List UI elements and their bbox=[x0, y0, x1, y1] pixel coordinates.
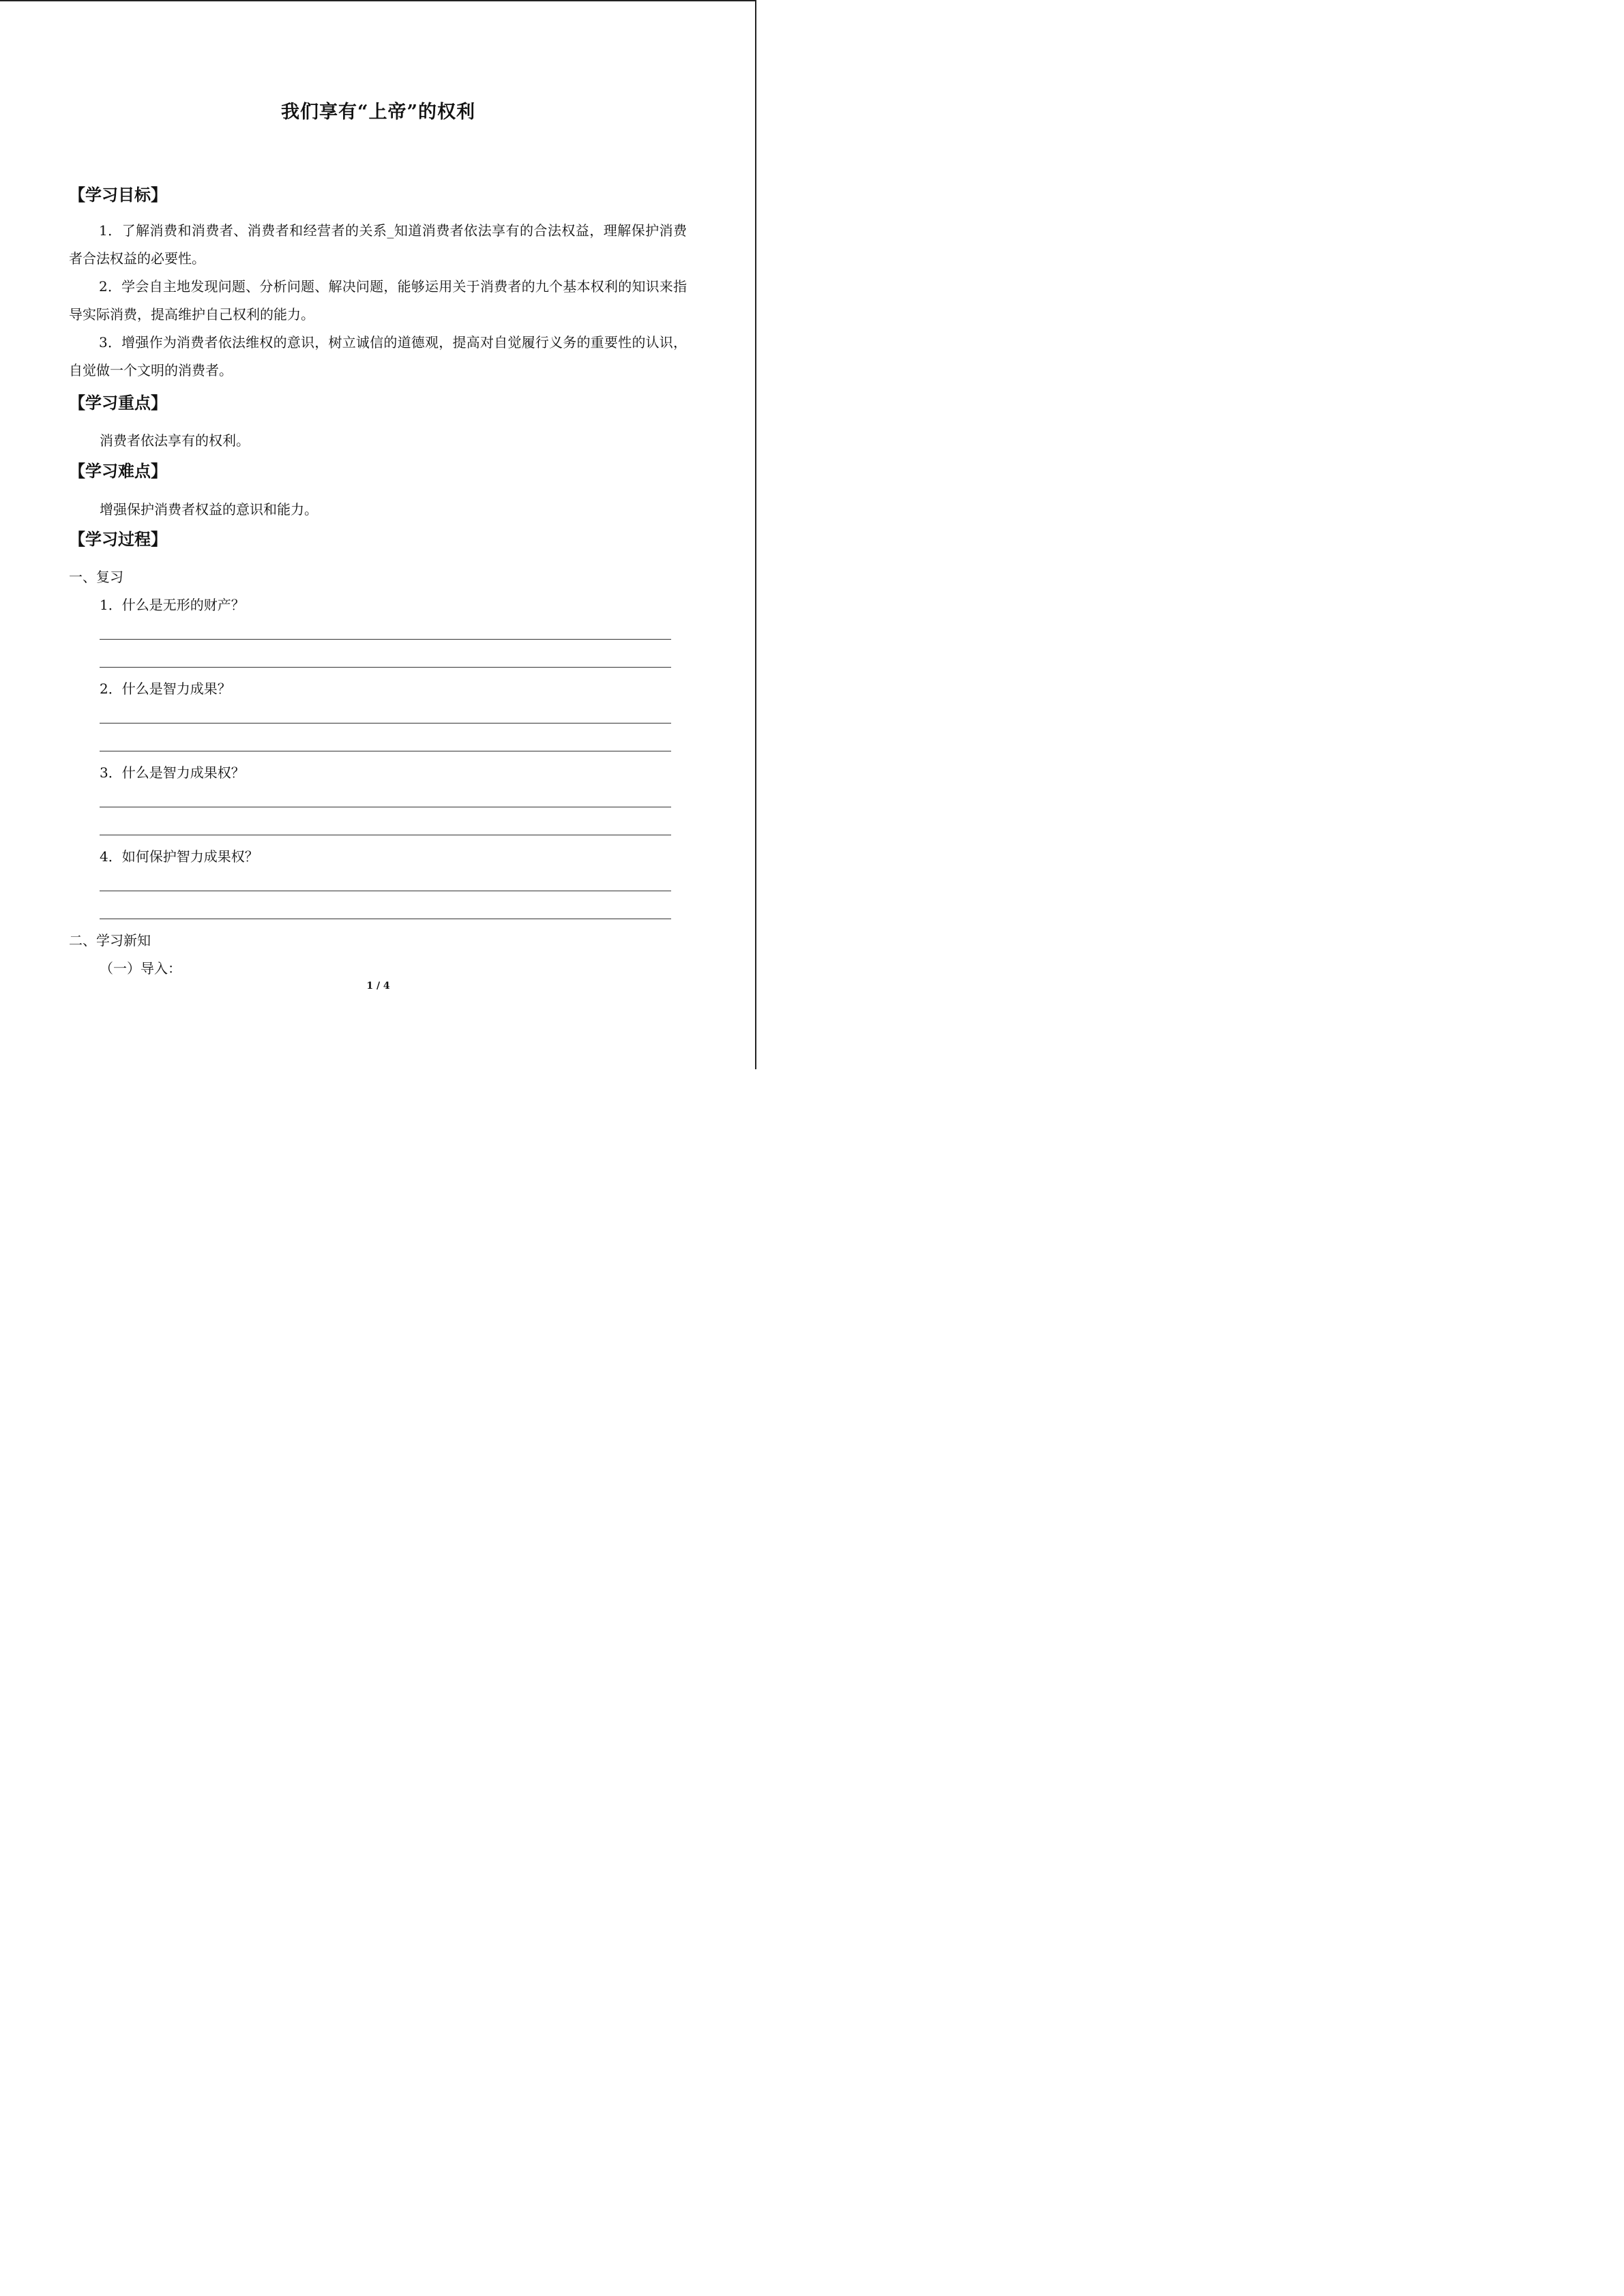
goal-item-3: 3．增强作为消费者依法维权的意识，树立诚信的道德观，提高对自觉履行义务的重要性的认识，自觉做一个文明的消费者。 bbox=[69, 334, 687, 378]
goal-item-1: 1．了解消费和消费者、消费者和经营者的关系_知道消费者依法享有的合法权益，理解保护消费者合法权益的必要性。 bbox=[69, 222, 687, 267]
answer-line[interactable] bbox=[100, 639, 671, 640]
heading-learning-goals: 【学习目标】 bbox=[69, 185, 167, 205]
page-top-border bbox=[0, 0, 756, 1]
review-question-2: 2．什么是智力成果？ bbox=[100, 681, 231, 697]
heading-learning-process: 【学习过程】 bbox=[69, 529, 167, 549]
answer-line[interactable] bbox=[100, 723, 671, 724]
page-right-border bbox=[755, 0, 756, 1069]
heading-key-points: 【学习重点】 bbox=[69, 393, 167, 413]
introduction-label: （一）导入： bbox=[100, 960, 181, 976]
difficulties-text: 增强保护消费者权益的意识和能力。 bbox=[100, 501, 318, 518]
review-label: 一、复习 bbox=[69, 569, 123, 585]
goal-item-2: 2．学会自主地发现问题、分析问题、解决问题，能够运用关于消费者的九个基本权利的知识来指导实际消费，提高维护自己权利的能力。 bbox=[69, 278, 687, 323]
new-knowledge-label: 二、学习新知 bbox=[69, 932, 151, 949]
heading-difficulties: 【学习难点】 bbox=[69, 461, 167, 481]
key-points-text: 消费者依法享有的权利。 bbox=[100, 432, 250, 449]
review-question-4: 4．如何保护智力成果权？ bbox=[100, 848, 259, 865]
answer-line[interactable] bbox=[100, 667, 671, 668]
page-title: 我们享有“上帝”的权利 bbox=[280, 102, 476, 123]
page-number: 1 / 4 bbox=[366, 981, 390, 992]
review-question-1: 1．什么是无形的财产？ bbox=[100, 597, 245, 613]
review-question-3: 3．什么是智力成果权？ bbox=[100, 764, 245, 781]
